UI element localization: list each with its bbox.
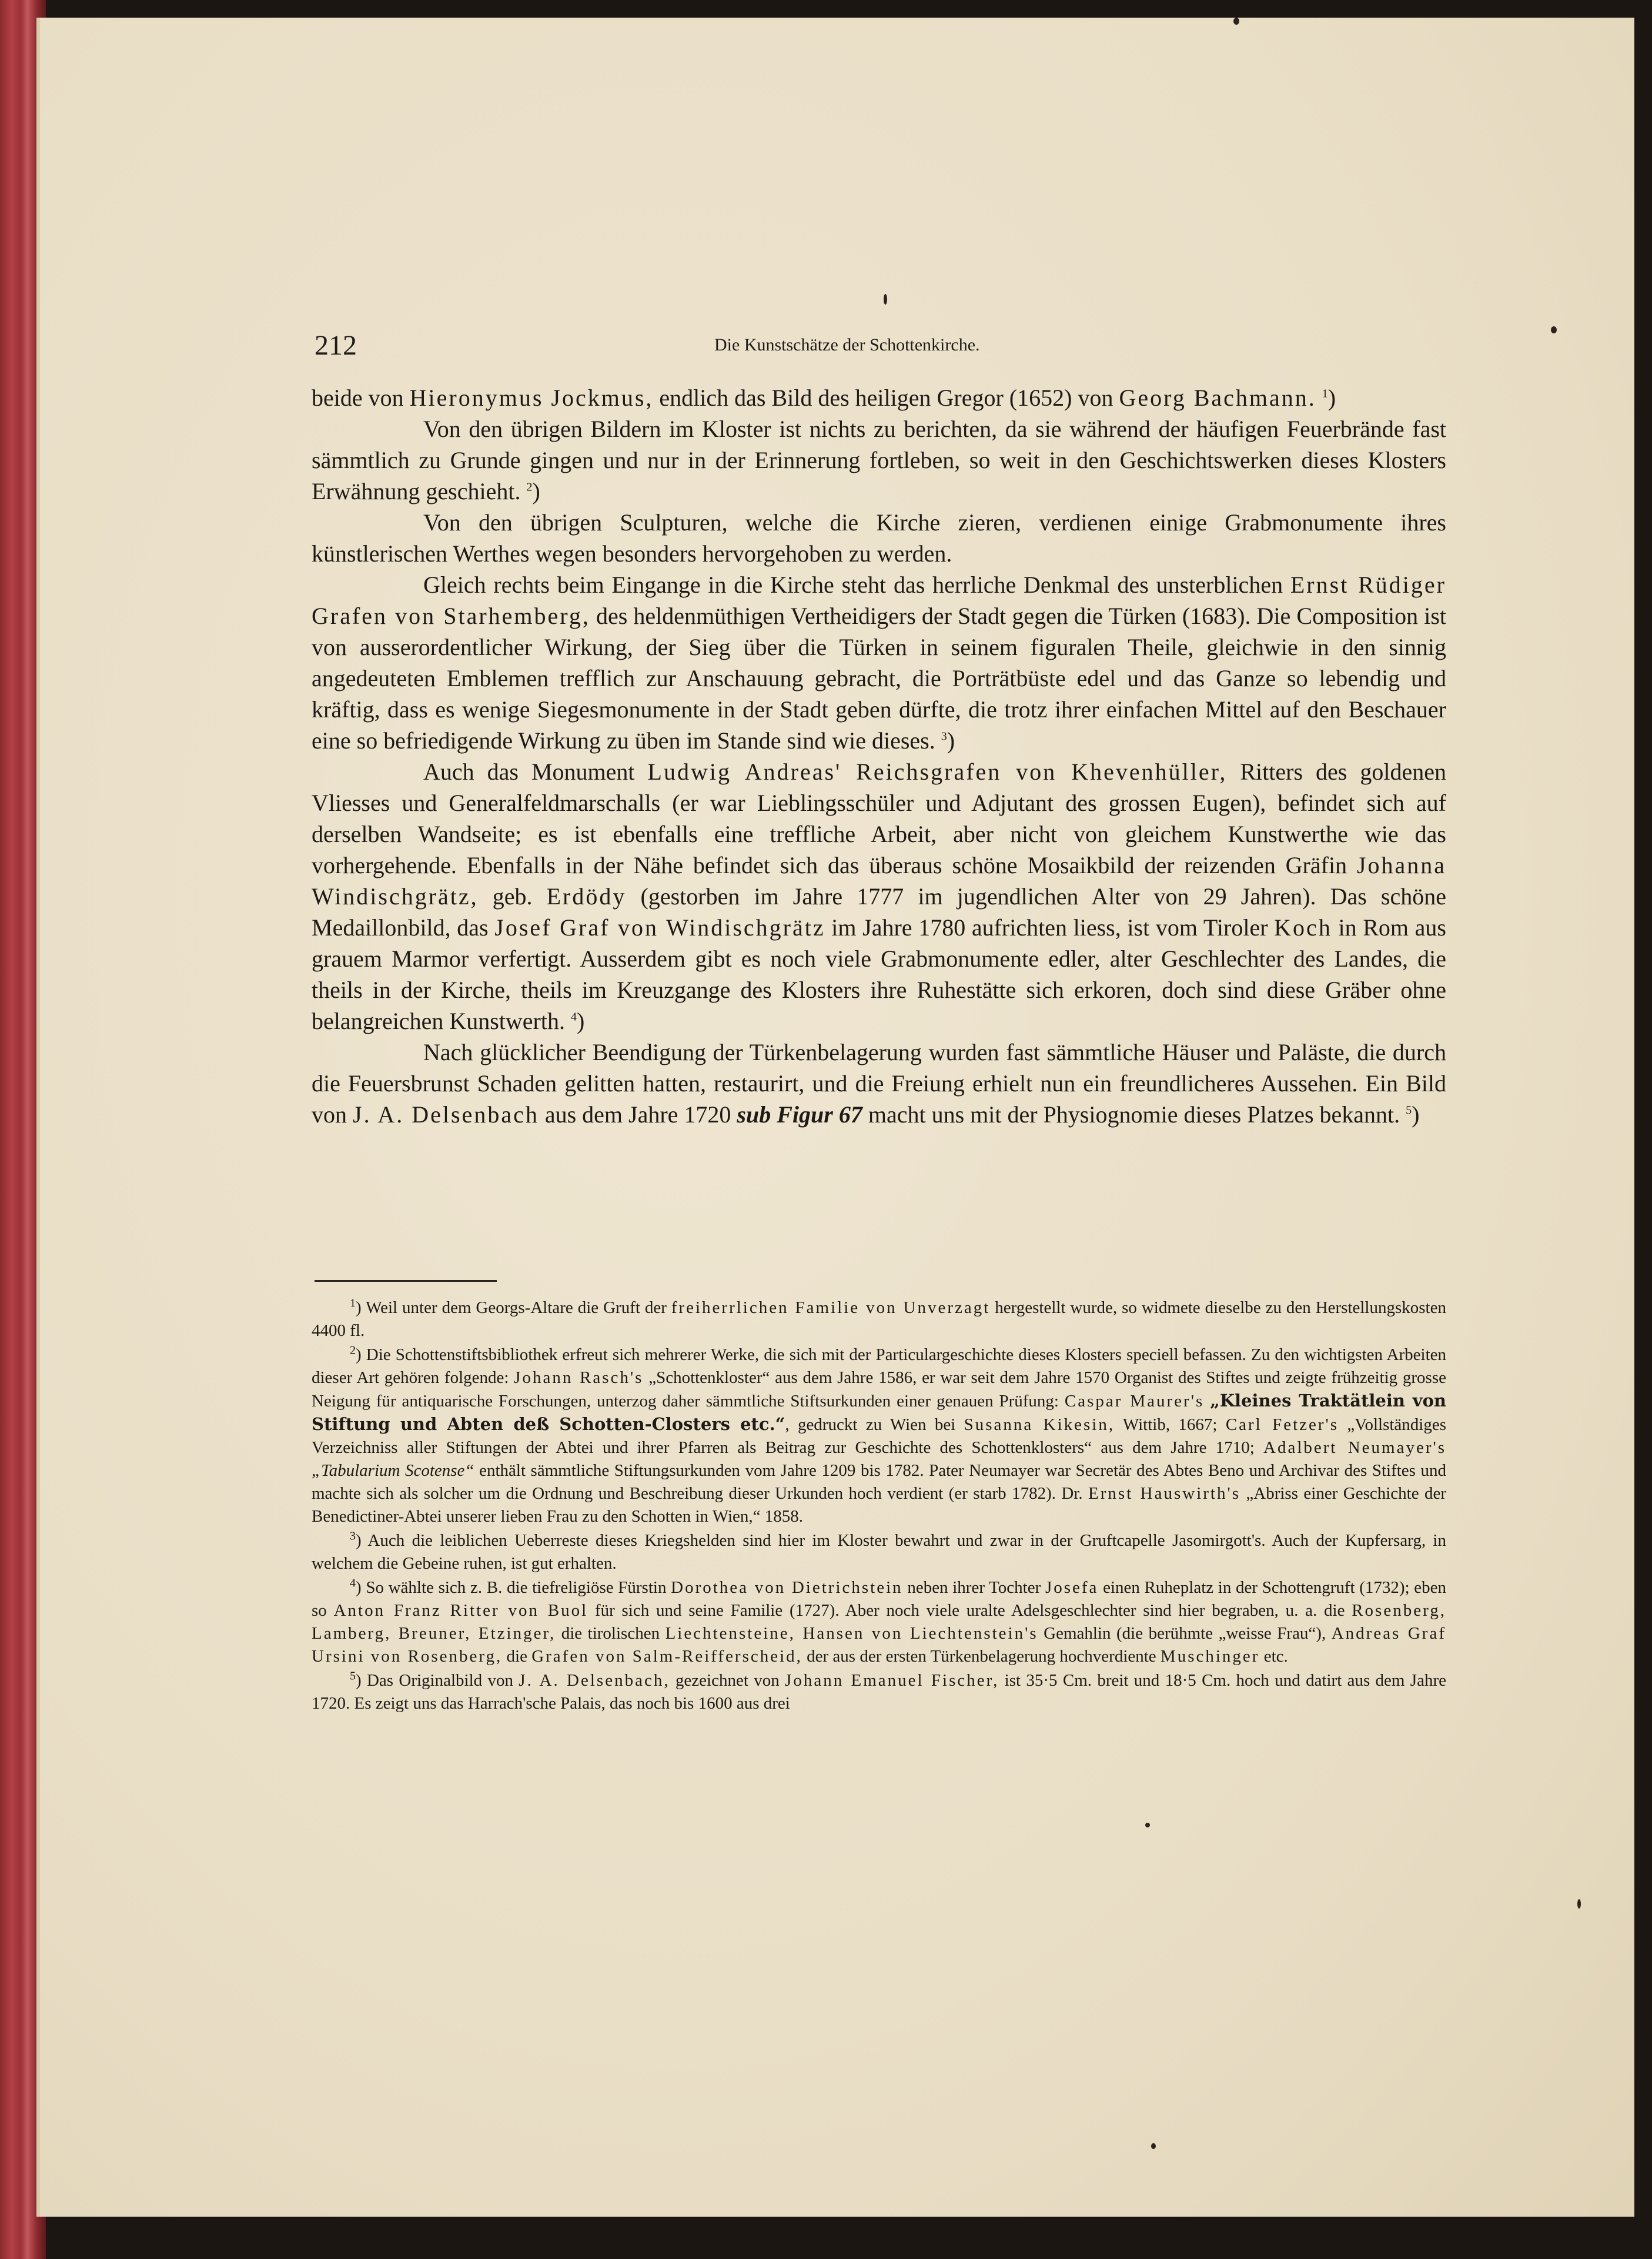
ink-speck <box>1233 18 1239 25</box>
paragraph: Auch das Monument Ludwig Andreas' Reichsgrafen von Khevenhüller, Ritters des goldenen Vliesses und Generalfeldmarschalls (er war Lieblingsschüler und Adjutant des grossen Eugen), befindet sich auf derselben Wandseite; es ist ebenfalls eine treffliche Arbeit, aber nicht von gleichem Kunstwerthe wie das vorhergehende. Ebenfalls in der Nähe befindet sich das überaus schöne Mosaikbild der reizenden Gräfin Johanna Windischgrätz, geb. Erdödy (gestorben im Jahre 1777 im jugendlichen Alter von 29 Jahren). Das schöne Medaillonbild, das Josef Graf von Windischgrätz im Jahre 1780 aufrichten liess, ist vom Tiroler Koch in Rom aus grauem Marmor verfertigt. Ausserdem gibt es noch viele Grabmonumente edler, alter Geschlechter des Landes, die theils in der Kirche, theils im Kreuzgange des Klosters ihre Ruhestätte sich erkoren, doch sind diese Gräber ohne belangreichen Kunstwerth. $^4$) <box>312 758 1446 1034</box>
footnotes <box>312 1296 1446 1716</box>
main-text <box>312 382 1446 1130</box>
paragraph: beide von Hieronymus Jockmus, endlich das Bild des heiligen Gregor (1652) von Georg Bachmann. $^1$) <box>312 385 1336 411</box>
footnote-divider <box>315 1280 497 1282</box>
running-title: Die Kunstschätze der Schottenkirche. <box>714 335 980 355</box>
page-header <box>315 329 1455 365</box>
footnote-ref: 2 <box>526 480 533 494</box>
footnote-ref: 5 <box>1406 1104 1412 1117</box>
ink-speck <box>1577 1899 1581 1909</box>
footnote: $^5$) Das Originalbild von J. A. Delsenbach, gezeichnet von Johann Emanuel Fischer, ist 35·5 Cm. breit und 18·5 Cm. hoch und datirt aus dem Jahre 1720. Es zeigt uns das Harrach'sche Palais, das noch bis 1600 aus drei <box>312 1669 1446 1713</box>
footnote-ref: 3 <box>941 730 947 743</box>
ink-speck <box>1151 2143 1156 2149</box>
paragraph: Von den übrigen Bildern im Kloster ist nichts zu berichten, da sie während der häufigen Feuerbrände fast sämmtlich zu Grunde gingen und nur in der Erinnerung fortleben, so weit in den Geschichtswerken dieses Klosters Erwähnung geschieht. $^2$) <box>312 416 1446 504</box>
footnote-ref: 1 <box>1322 387 1328 400</box>
paragraph: Nach glücklicher Beendigung der Türkenbelagerung wurden fast sämmtliche Häuser und Paläste, die durch die Feuersbrunst Schaden gelitten hatten, restaurirt, und die Freiung erhielt nun ein freundlicheres Aussehen. Ein Bild von J. A. Delsenbach aus dem Jahre 1720 sub Figur 67 macht uns mit der Physiognomie dieses Platzes bekannt. $^5$) <box>312 1039 1446 1128</box>
footnote-ref: 4 <box>570 1010 577 1024</box>
paragraph: Gleich rechts beim Eingange in die Kirche steht das herrliche Denkmal des unsterblichen Ernst Rüdiger Grafen von Starhemberg, des heldenmüthigen Vertheidigers der Stadt gegen die Türken (1683). Die Composition ist von ausserordentlicher Wirkung, der Sieg über die Türken in seinem figuralen Theile, gleichwie in den sinnig angedeuteten Emblemen trefflich zur Anschauung gebracht, die Porträtbüste edel und das Ganze so lebendig und kräftig, dass es wenige Siegesmonumente in der Stadt geben dürfte, die trotz ihrer einfachen Mittel auf den Beschauer eine so befriedigende Wirkung zu üben im Stande sind wie dieses. $^3$) <box>312 572 1447 754</box>
footnote: $^4$) So wählte sich z. B. die tiefreligiöse Fürstin Dorothea von Dietrichstein neben ihrer Tochter Josefa einen Ruheplatz in der Schottengruft (1732); eben so Anton Franz Ritter von Buol für sich und seine Familie (1727). Aber noch viele uralte Adelsgeschlechter sind hier begraben, u. a. die Rosenberg, Lamberg, Breuner, Etzinger, die tirolischen Liechtensteine, Hansen von Liechtenstein's Gemahlin (die berühmte „weisse Frau“), Andreas Graf Ursini von Rosenberg, die Grafen von Salm-Reifferscheid, der aus der ersten Türkenbelagerung hochverdiente Muschinger etc. <box>312 1576 1447 1666</box>
footnote: $^2$) Die Schottenstiftsbibliothek erfreut sich mehrerer Werke, die sich mit der Particulargeschichte dieses Klosters speciell befassen. Zu den wichtigsten Arbeiten dieser Art gehören folgende: Johann Rasch's „Schottenkloster“ aus dem Jahre 1586, er war seit dem Jahre 1570 Organist des Stiftes und zeigte frühzeitig grosse Neigung für antiquarische Forschungen, unterzog daher sämmtliche Stiftsurkunden einer genauen Prüfung: Caspar Maurer's „Kleines Traktätlein von Stiftung und Abten deß Schotten-Closters etc.“, gedruckt zu Wien bei Susanna Kikesin, Wittib, 1667; Carl Fetzer's „Vollständiges Verzeichniss aller Stiftungen der Abtei und ihrer Pfarren als Beitrag zur Geschichte des Schottenklosters“ aus dem Jahre 1710; Adalbert Neumayer's „Tabularium Scotense“ enthält sämmtliche Stiftungsurkunden vom Jahre 1209 bis 1782. Pater Neumayer war Secretär des Abtes Beno und Archivar des Stiftes und machte sich als solcher um die Ordnung und Beschreibung dieser Urkunden hoch verdient (er starb 1782). Dr. Ernst Hauswirth's „Abriss einer Geschichte der Benedictiner-Abtei unserer lieben Frau zu den Schotten in Wien,“ 1858. <box>312 1344 1447 1526</box>
paragraph: Von den übrigen Sculpturen, welche die Kirche zieren, verdienen einige Grabmonumente ihres künstlerischen Werthes wegen besonders hervorgehoben zu werden. <box>312 509 1446 567</box>
page-number: 212 <box>315 330 357 361</box>
footnote: $^1$) Weil unter dem Georgs-Altare die Gruft der freiherrlichen Familie von Unverzagt hergestellt wurde, so widmete dieselbe zu den Herstellungskosten 4400 fl. <box>312 1296 1446 1340</box>
figure-reference: sub Figur 67 <box>737 1101 862 1128</box>
ink-speck <box>884 294 887 305</box>
ink-speck <box>1145 1823 1150 1827</box>
ink-speck <box>1551 326 1557 333</box>
footnote: $^3$) Auch die leiblichen Ueberreste dieses Kriegshelden sind hier im Kloster bewahrt und zwar in der Gruftcapelle Jasomirgott's. Auch der Kupfersarg, in welchem die Gebeine ruhen, ist gut erhalten. <box>312 1529 1446 1573</box>
